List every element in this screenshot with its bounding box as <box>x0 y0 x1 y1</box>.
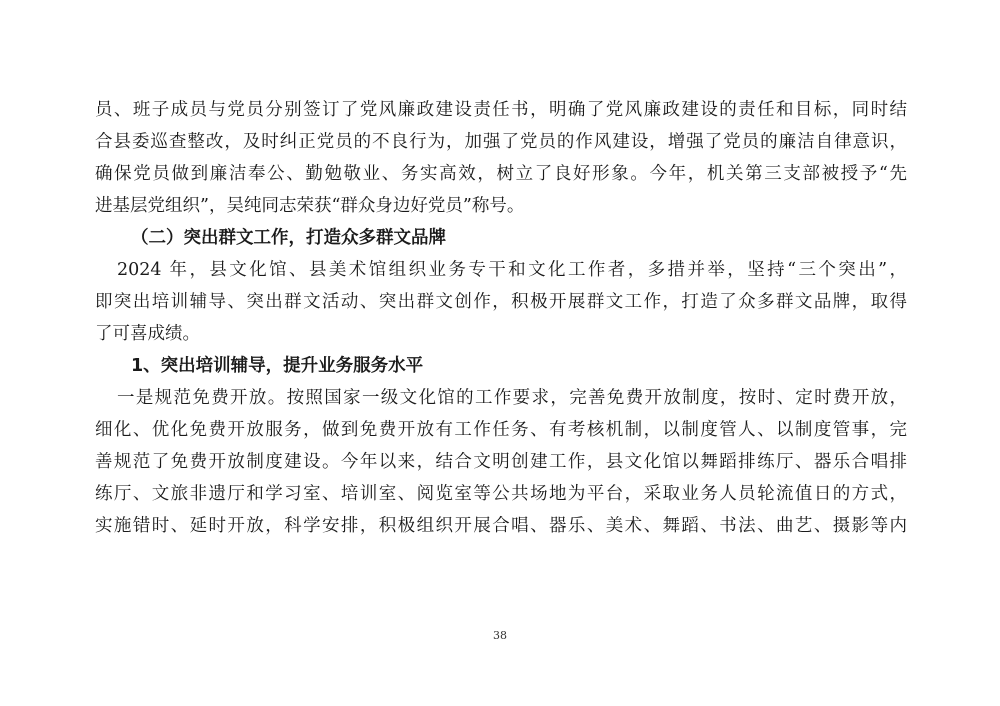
text-line: 2024 年，县文化馆、县美术馆组织业务专干和文化工作者，多措并举，坚持“三个突出”， <box>117 260 907 280</box>
document-body <box>95 94 907 542</box>
text-line: 一是规范免费开放。按照国家一级文化馆的工作要求，完善免费开放制度，按时、定时费开放， <box>117 388 907 408</box>
text-line: 进基层党组织”，吴纯同志荣获“群众身边好党员”称号。 <box>95 196 525 216</box>
text-line: 即突出培训辅导、突出群文活动、突出群文创作，积极开展群文工作，打造了众多群文品牌，取得 <box>95 292 907 312</box>
text-line: 合县委巡查整改，及时纠正党员的不良行为，加强了党员的作风建设，增强了党员的廉洁自律意识， <box>95 132 907 152</box>
text-line: 确保党员做到廉洁奉公、勤勉敬业、务实高效，树立了良好形象。今年，机关第三支部被授予“先 <box>95 164 907 184</box>
text-line: 员、班子成员与党员分别签订了党风廉政建设责任书，明确了党风廉政建设的责任和目标，同时结 <box>95 100 907 120</box>
text-line: 实施错时、延时开放，科学安排，积极组织开展合唱、器乐、美术、舞蹈、书法、曲艺、摄影等内 <box>95 516 907 536</box>
page-number: 38 <box>493 629 507 642</box>
text-line: 细化、优化免费开放服务，做到免费开放有工作任务、有考核机制，以制度管人、以制度管事，完 <box>95 420 907 440</box>
text-line: 了可喜成绩。 <box>95 324 200 344</box>
section-heading: （二）突出群文工作，打造众多群文品牌 <box>131 228 446 248</box>
text-line: 练厅、文旅非遗厅和学习室、培训室、阅览室等公共场地为平台，采取业务人员轮流值日的方式， <box>95 484 907 504</box>
text-line: 善规范了免费开放制度建设。今年以来，结合文明创建工作，县文化馆以舞蹈排练厅、器乐合唱排 <box>95 452 907 472</box>
subsection-heading: 1、突出培训辅导，提升业务服务水平 <box>131 356 424 376</box>
